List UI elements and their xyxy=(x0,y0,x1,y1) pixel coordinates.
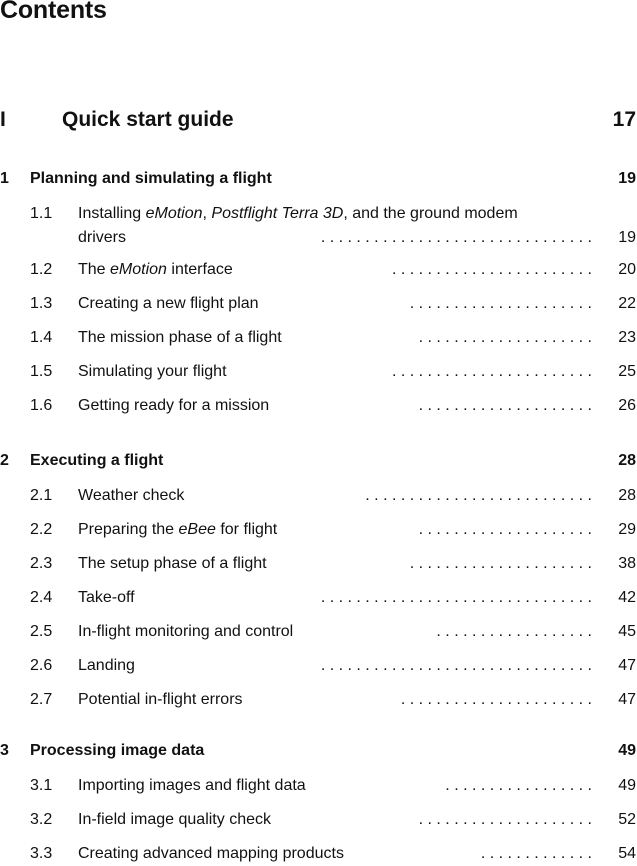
section-page-number: 47 xyxy=(618,691,636,708)
section-title: Potential in-flight errors xyxy=(78,691,243,708)
chapter-page-number: 19 xyxy=(618,170,636,187)
dot-leader: . . . . . . . . . . . . . . . . . . . . . . . . . . . . . . . xyxy=(320,589,592,606)
section-page-number: 26 xyxy=(618,397,636,414)
section-page-number: 25 xyxy=(618,363,636,380)
dot-leader: . . . . . . . . . . . . . . . . . . . . . . . xyxy=(391,363,592,380)
dot-leader: . . . . . . . . . . . . . . . . . . . . . xyxy=(409,555,592,572)
section-page-number: 52 xyxy=(618,811,636,828)
section-page-number: 28 xyxy=(618,487,636,504)
toc-section-1-5[interactable] xyxy=(0,360,637,384)
section-title: Creating a new flight plan xyxy=(78,295,259,312)
chapter-title: Processing image data xyxy=(30,742,205,759)
toc-section-2-4[interactable] xyxy=(0,586,637,610)
dot-leader: . . . . . . . . . . . . . . . . . . . . . . . . . . . . . . . xyxy=(320,657,592,674)
section-number: 1.3 xyxy=(30,295,53,312)
toc-section-2-3[interactable] xyxy=(0,552,637,576)
chapter-number: 2 xyxy=(0,452,9,469)
chapter-page-number: 49 xyxy=(618,742,636,759)
dot-leader: . . . . . . . . . . . . . . . . . . . . xyxy=(418,329,592,346)
section-number: 1.5 xyxy=(30,363,53,380)
toc-section-2-2[interactable] xyxy=(0,518,637,542)
toc-section-2-1[interactable] xyxy=(0,484,637,508)
part-page-number: 17 xyxy=(612,108,636,131)
toc-section-1-3[interactable] xyxy=(0,292,637,316)
toc-section-1-1[interactable] xyxy=(0,202,637,250)
part-number: I xyxy=(0,108,6,131)
section-title: In-field image quality check xyxy=(78,811,271,828)
section-page-number: 54 xyxy=(618,845,636,862)
section-page-number: 38 xyxy=(618,555,636,572)
section-number: 1.2 xyxy=(30,261,53,278)
section-page-number: 29 xyxy=(618,521,636,538)
section-number: 2.1 xyxy=(30,487,53,504)
section-title: In-flight monitoring and control xyxy=(78,623,294,640)
section-title: Landing xyxy=(78,657,135,674)
section-title: Importing images and flight data xyxy=(78,777,306,794)
dot-leader: . . . . . . . . . . . . . . . . . . . . xyxy=(418,521,592,538)
section-title: Preparing the eBee for flight xyxy=(78,521,278,538)
section-number: 1.6 xyxy=(30,397,53,414)
section-title: Weather check xyxy=(78,487,185,504)
chapter-page-number: 28 xyxy=(618,452,636,469)
section-title: Simulating your flight xyxy=(78,363,227,380)
section-page-number: 19 xyxy=(618,229,636,246)
dot-leader: . . . . . . . . . . . . . . . . . xyxy=(445,777,592,794)
dot-leader: . . . . . . . . . . . . . . . . . . . . . xyxy=(409,295,592,312)
section-title: The eMotion interface xyxy=(78,261,233,278)
section-title: The setup phase of a flight xyxy=(78,555,267,572)
section-number: 2.3 xyxy=(30,555,53,572)
dot-leader: . . . . . . . . . . . . . . . . . . . . xyxy=(418,397,592,414)
section-number: 1.1 xyxy=(30,205,53,222)
section-page-number: 22 xyxy=(618,295,636,312)
toc-section-2-5[interactable] xyxy=(0,620,637,644)
toc-section-1-4[interactable] xyxy=(0,326,637,350)
page-title: Contents xyxy=(0,0,107,24)
dot-leader: . . . . . . . . . . . . . . . . . . . . . . . . . . xyxy=(365,487,592,504)
dot-leader: . . . . . . . . . . . . . . . . . . . . . . xyxy=(400,691,592,708)
toc-section-3-2[interactable] xyxy=(0,808,637,832)
chapter-title: Planning and simulating a flight xyxy=(30,170,272,187)
toc-chapter-3[interactable] xyxy=(0,742,637,766)
section-page-number: 20 xyxy=(618,261,636,278)
section-number: 3.1 xyxy=(30,777,53,794)
dot-leader: . . . . . . . . . . . . . xyxy=(480,845,592,862)
section-page-number: 45 xyxy=(618,623,636,640)
section-page-number: 47 xyxy=(618,657,636,674)
section-number: 2.4 xyxy=(30,589,53,606)
section-number: 3.3 xyxy=(30,845,53,862)
toc-section-2-7[interactable] xyxy=(0,688,637,712)
section-number: 3.2 xyxy=(30,811,53,828)
dot-leader: . . . . . . . . . . . . . . . . . . xyxy=(436,623,592,640)
toc-chapter-1[interactable] xyxy=(0,170,637,194)
section-number: 2.5 xyxy=(30,623,53,640)
dot-leader: . . . . . . . . . . . . . . . . . . . . xyxy=(418,811,592,828)
section-number: 1.4 xyxy=(30,329,53,346)
section-title: Creating advanced mapping products xyxy=(78,845,344,862)
section-page-number: 42 xyxy=(618,589,636,606)
dot-leader: . . . . . . . . . . . . . . . . . . . . . . . xyxy=(391,261,592,278)
toc-section-2-6[interactable] xyxy=(0,654,637,678)
toc-part-entry[interactable] xyxy=(0,108,637,136)
section-title: The mission phase of a flight xyxy=(78,329,282,346)
toc-section-1-6[interactable] xyxy=(0,394,637,418)
toc-section-3-3[interactable] xyxy=(0,842,637,866)
chapter-title: Executing a flight xyxy=(30,452,164,469)
toc-section-1-2[interactable] xyxy=(0,258,637,282)
dot-leader: . . . . . . . . . . . . . . . . . . . . . . . . . . . . . . . xyxy=(320,229,592,246)
section-title: Getting ready for a mission xyxy=(78,397,270,414)
toc-chapter-2[interactable] xyxy=(0,452,637,476)
section-page-number: 49 xyxy=(618,777,636,794)
part-title: Quick start guide xyxy=(62,108,234,131)
section-page-number: 23 xyxy=(618,329,636,346)
chapter-number: 1 xyxy=(0,170,9,187)
chapter-number: 3 xyxy=(0,742,9,759)
toc-section-3-1[interactable] xyxy=(0,774,637,798)
section-number: 2.6 xyxy=(30,657,53,674)
section-number: 2.2 xyxy=(30,521,53,538)
section-number: 2.7 xyxy=(30,691,53,708)
section-title: Installing eMotion, Postflight Terra 3D, and the ground modem drivers xyxy=(78,205,518,246)
section-title: Take-off xyxy=(78,589,135,606)
